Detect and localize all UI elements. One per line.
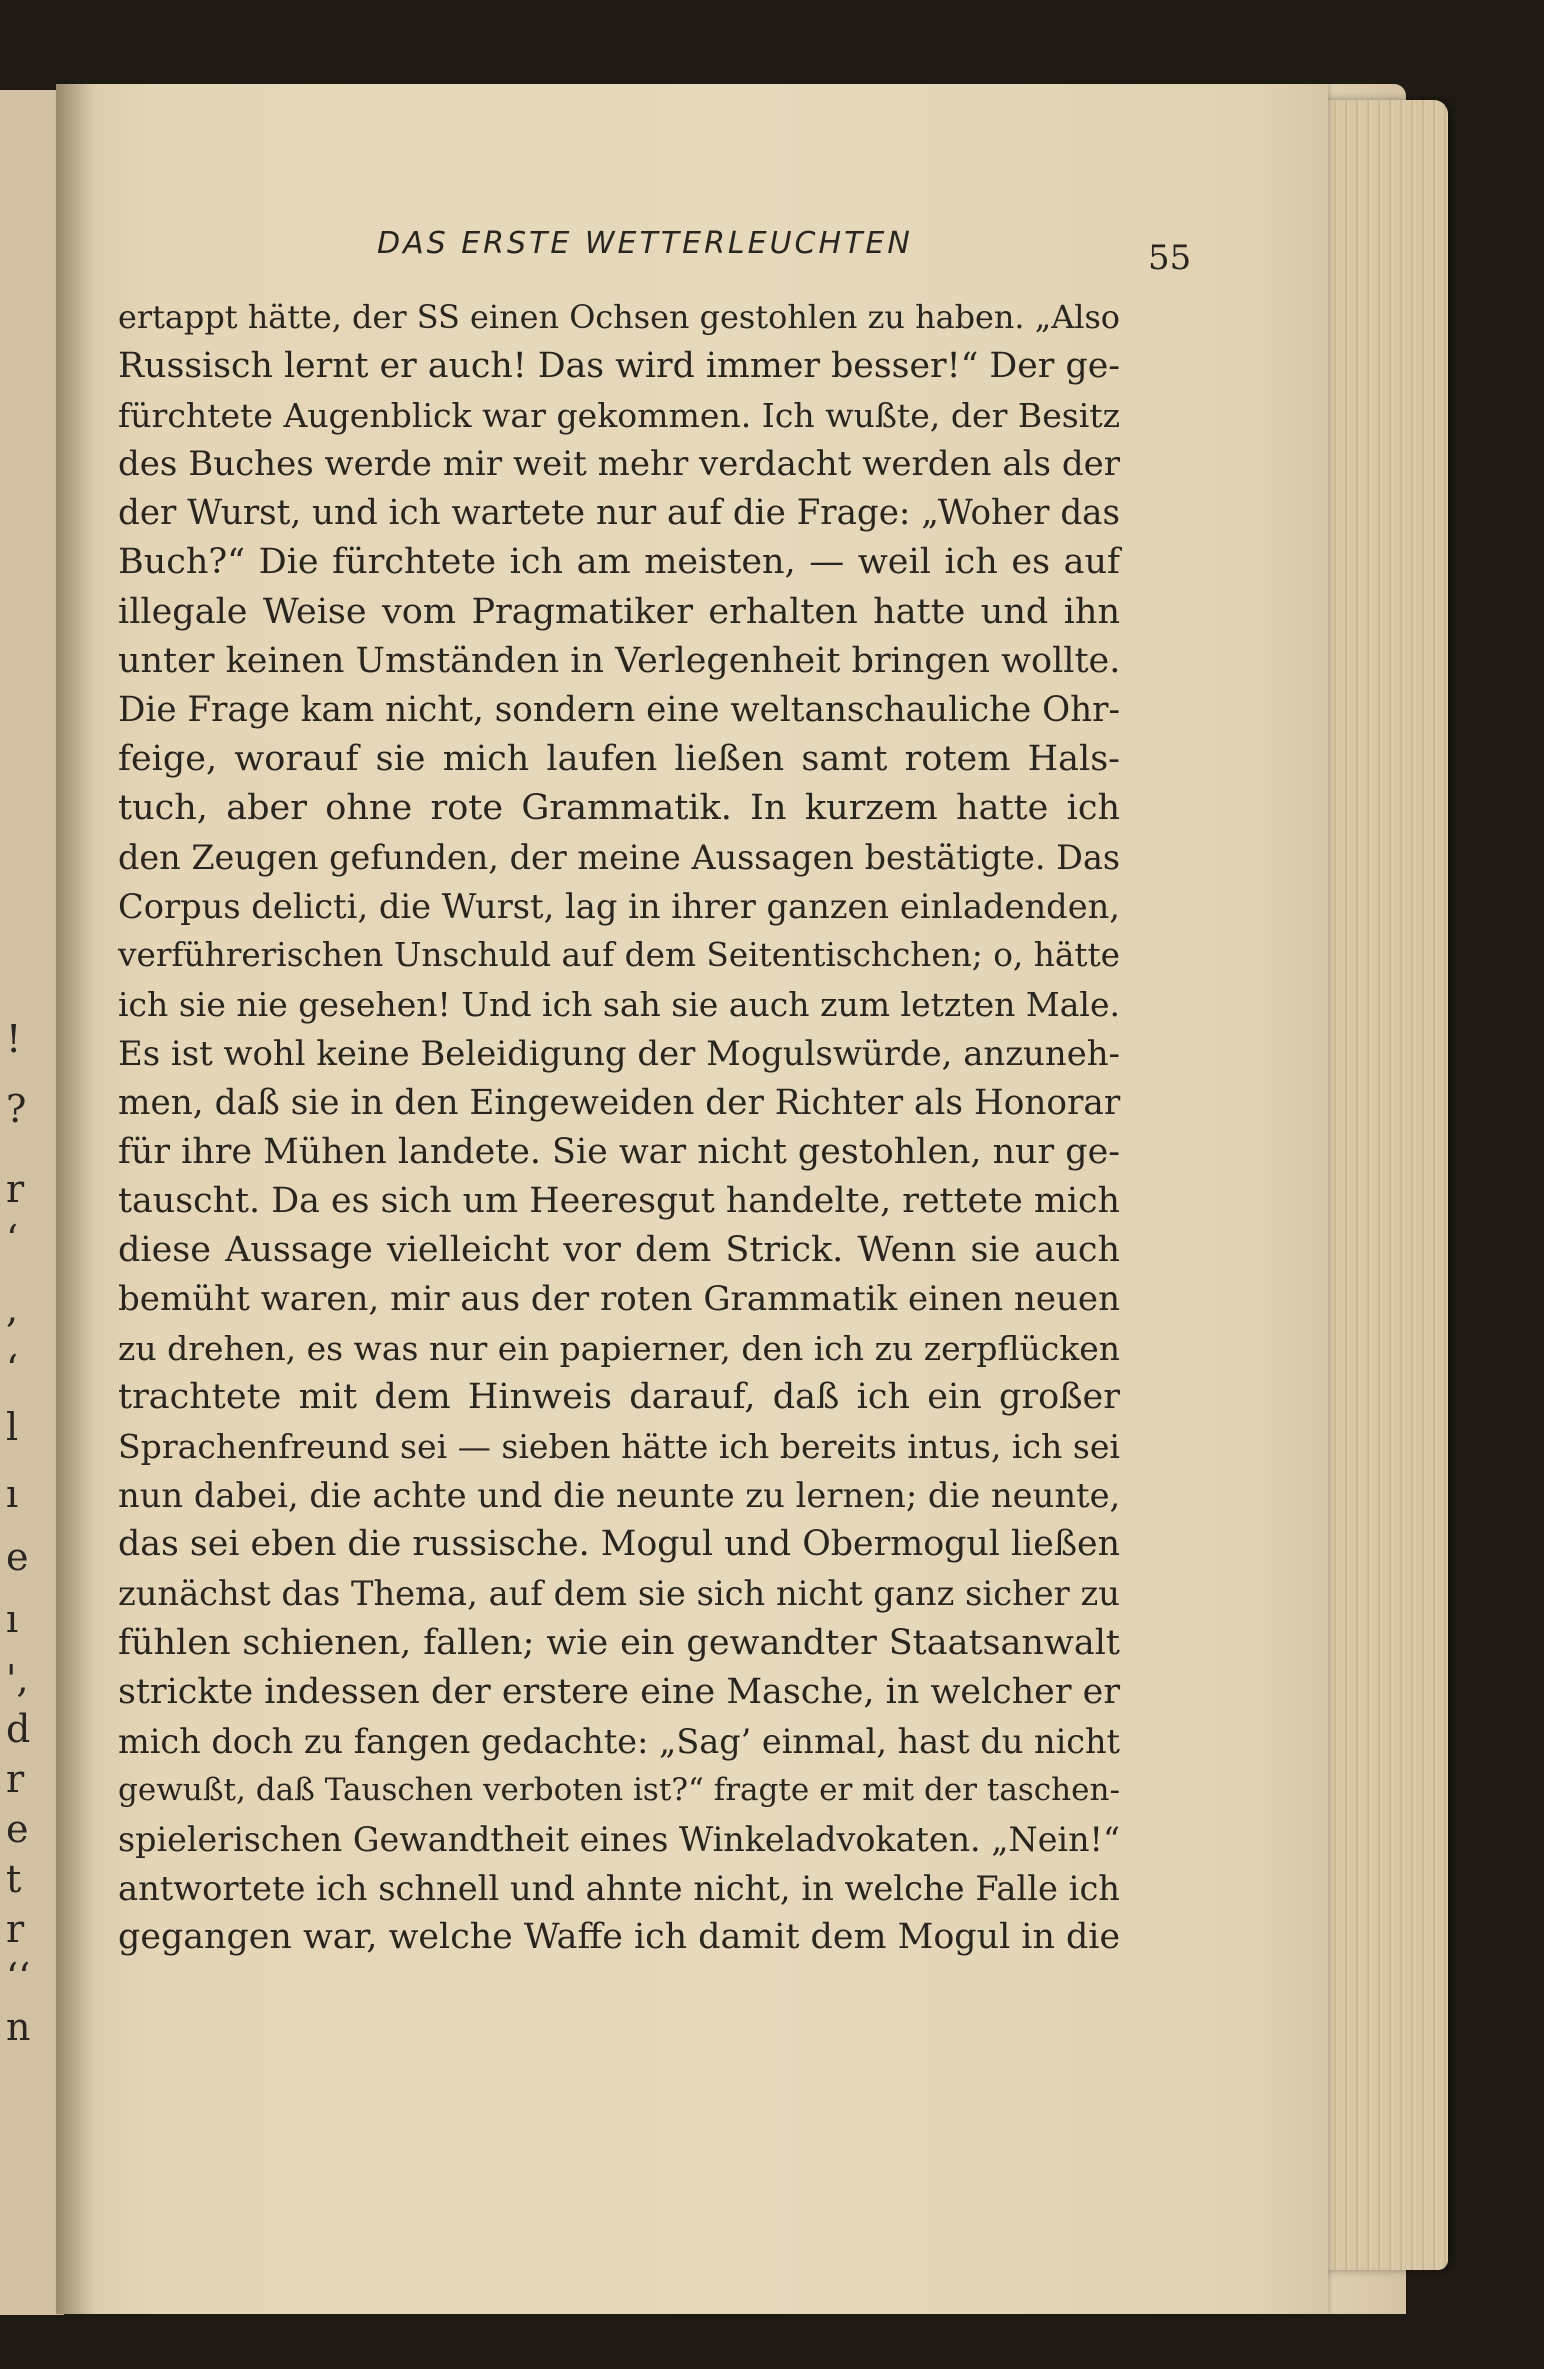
left-page-fragment: , (6, 1287, 19, 1331)
left-page-fragment: ı (6, 1597, 19, 1641)
body-text (118, 293, 1120, 1962)
left-page-fragment: r (6, 1167, 25, 1211)
text-line: fühlen schienen, fallen; wie ein gewandter Staatsanwalt (118, 1622, 1120, 1663)
text-line: Corpus delicti, die Wurst, lag in ihrer ganzen einladenden, (118, 887, 1120, 927)
left-page-fragment: e (6, 1807, 29, 1851)
left-page-fragment: r (6, 1907, 25, 1951)
text-line: tuch, aber ohne rote Grammatik. In kurzem hatte ich (118, 787, 1120, 828)
text-line: Russisch lernt er auch! Das wird immer besser!“ Der ge- (118, 346, 1120, 387)
text-line: illegale Weise vom Pragmatiker erhalten hatte und ihn (118, 591, 1120, 632)
text-line: mich doch zu fangen gedachte: „Sag’ einmal, hast du nicht (118, 1721, 1120, 1761)
left-page-fragment: ? (6, 1087, 27, 1131)
text-line: Sprachenfreund sei — sieben hätte ich bereits intus, ich sei (118, 1427, 1120, 1467)
text-line: tauscht. Da es sich um Heeresgut handelte, rettete mich (118, 1180, 1120, 1221)
text-line: zu drehen, es was nur ein papierner, den ich zu zerpflücken (118, 1328, 1120, 1368)
left-page-fragment: ‘ (6, 1217, 19, 1261)
text-line: bemüht waren, mir aus der roten Grammatik einen neuen (118, 1278, 1120, 1319)
text-line: men, daß sie in den Eingeweiden der Richter als Honorar (118, 1082, 1121, 1123)
spine-shadow (56, 84, 96, 2314)
text-line: trachtete mit dem Hinweis darauf, daß ich ein großer (118, 1377, 1120, 1418)
text-line: der Wurst, und ich wartete nur auf die Frage: „Woher das (118, 493, 1120, 534)
text-line: feige, worauf sie mich laufen ließen samt rotem Hals- (118, 738, 1120, 779)
text-line: unter keinen Umständen in Verlegenheit bringen wollte. (118, 640, 1121, 681)
left-page-fragment: ! (6, 1017, 22, 1061)
text-line: diese Aussage vielleicht vor dem Strick. Wenn sie auch (118, 1229, 1120, 1270)
text-line: Es ist wohl keine Beleidigung der Mogulswürde, anzuneh- (118, 1034, 1120, 1074)
left-page-fragment: d (6, 1707, 31, 1751)
text-line: gewußt, daß Tauschen verboten ist?“ fragte er mit der taschen- (118, 1771, 1120, 1808)
text-line: spielerischen Gewandtheit eines Winkeladvokaten. „Nein!“ (118, 1819, 1120, 1859)
text-line: des Buches werde mir weit mehr verdacht werden als der (118, 444, 1120, 485)
left-page-fragment: n (6, 2005, 31, 2049)
page-edges (1318, 100, 1448, 2270)
text-line: fürchtete Augenblick war gekommen. Ich wußte, der Besitz (118, 396, 1121, 436)
left-page-fragment: ‘‘ (6, 1955, 31, 1999)
left-facing-page (0, 90, 64, 2315)
running-header: DAS ERSTE WETTERLEUCHTEN (377, 226, 913, 261)
text-line: strickte indessen der erstere eine Masche, in welcher er (118, 1671, 1120, 1712)
text-line: das sei eben die russische. Mogul und Obermogul ließen (118, 1524, 1121, 1565)
text-line: zunächst das Thema, auf dem sie sich nicht ganz sicher zu (118, 1574, 1120, 1614)
text-line: ertappt hätte, der SS einen Ochsen gestohlen zu haben. „Also (118, 298, 1120, 336)
text-line: nun dabei, die achte und die neunte zu lernen; die neunte, (118, 1476, 1121, 1516)
text-line: antwortete ich schnell und ahnte nicht, in welche Falle ich (118, 1869, 1120, 1908)
page-number: 55 (1148, 238, 1192, 278)
text-line: ich sie nie gesehen! Und ich sah sie auch zum letzten Male. (118, 985, 1120, 1025)
left-page-fragment: ı (6, 1472, 19, 1516)
left-page-fragment: ', (6, 1657, 29, 1701)
text-line: Die Frage kam nicht, sondern eine weltanschauliche Ohr- (118, 689, 1120, 730)
text-line: für ihre Mühen landete. Sie war nicht gestohlen, nur ge- (118, 1131, 1120, 1172)
left-page-fragment: t (6, 1857, 22, 1901)
left-page-fragment: e (6, 1535, 29, 1579)
text-line: verführerischen Unschuld auf dem Seitentischchen; o, hätte (118, 936, 1120, 975)
left-page-fragment: r (6, 1757, 25, 1801)
left-page-fragment: l (6, 1405, 19, 1449)
text-line: Buch?“ Die fürchtete ich am meisten, — weil ich es auf (118, 542, 1120, 583)
text-line: gegangen war, welche Waffe ich damit dem Mogul in die (118, 1917, 1121, 1958)
left-page-fragment: ‘ (6, 1347, 19, 1391)
text-line: den Zeugen gefunden, der meine Aussagen bestätigte. Das (118, 838, 1120, 878)
